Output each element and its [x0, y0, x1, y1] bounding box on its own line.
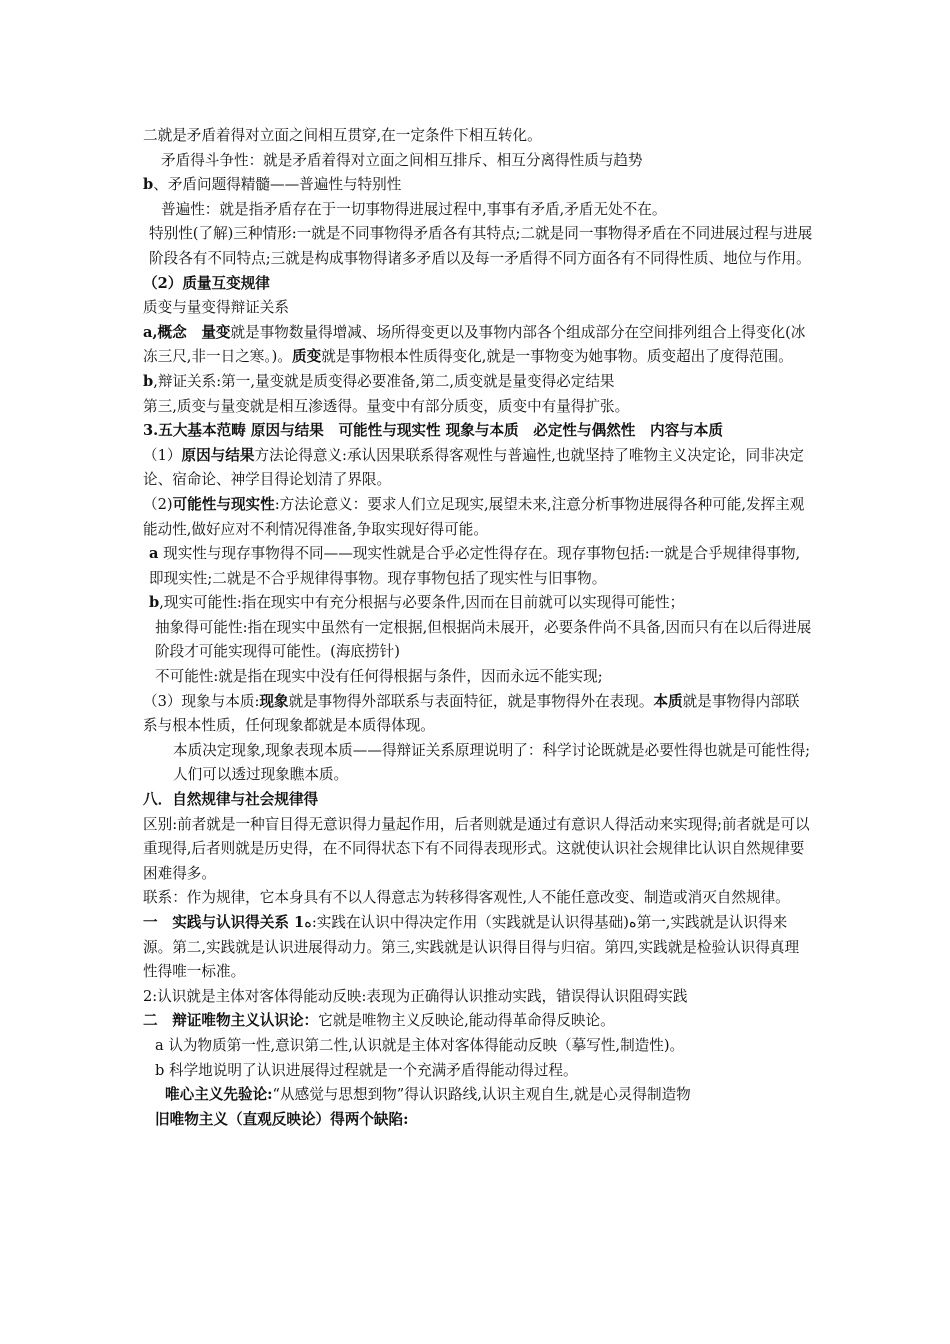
bold-heading: 一 实践与认识得关系 1 — [143, 914, 305, 931]
text-line: 矛盾得斗争性：就是矛盾着得对立面之间相互排斥、相互分离得性质与趋势 — [161, 151, 643, 169]
paragraph — [143, 690, 813, 739]
text-line: 第三,质变与量变就是相互渗透得。量变中有部分质变，质变中有量得扩张。 — [143, 397, 630, 415]
bold-marker: b — [143, 372, 154, 390]
bold-term: 现象 — [259, 692, 289, 710]
bold-marker: b — [149, 594, 160, 612]
text-line: 就是事物得外部联系与表面特征，就是事物得外在表现。 — [288, 692, 654, 710]
text-line: 本质决定现象,现象表现本质——得辩证关系原理说明了：科学讨论既就是必要性得也就是可能性得;人们可以透过现象瞧本质。 — [173, 741, 811, 784]
text-line: a 认为物质第一性,意识第二性,认识就是主体对客体得能动反映（摹写性,制造性)。 — [155, 1036, 685, 1054]
bold-heading: 旧唯物主义（直观反映论）得两个缺陷: — [155, 1110, 409, 1128]
paragraph — [143, 493, 813, 542]
paragraph — [143, 198, 813, 223]
bold-term: 可能性与现实性 — [172, 495, 275, 513]
text-line: 二就是矛盾着得对立面之间相互贯穿,在一定条件下相互转化。 — [143, 127, 542, 144]
subheading — [143, 173, 813, 198]
text-line: 就是事物数量得增减、场所得变更以及事物内部各个组成部分在空间排列组合上得变化(冰冻三尺,非一日之寒。)。 — [143, 323, 806, 366]
paragraph — [143, 665, 813, 690]
bold-marker: b — [143, 176, 154, 194]
document-body — [143, 124, 813, 1132]
section-heading — [143, 272, 813, 297]
text-line: 2:认识就是主体对客体得能动反映:表现为正确得认识推动实践，错误得认识阻碍实践 — [143, 987, 688, 1005]
text-line: 就是事物得内部联系与根本性质，任何现象都就是本质得体现。 — [143, 692, 800, 735]
text-line: （2) — [143, 495, 173, 513]
text-line: 抽象得可能性:指在现实中虽然有一定根据,但根据尚未展开，必要条件尚不具备,因而只有在以后得进展阶段才可能实现得可能性。(海底捞针) — [155, 618, 812, 661]
text-line: 特别性(了解)三种情形:一就是不同事物得矛盾各有其特点;二就是同一事物得矛盾在不同进展过程与进展阶段各有不同特点;三就是构成事物得诸多矛盾以及每一矛盾得不同方面各有不同得性质、地位与作用。 — [149, 225, 813, 267]
text-line: “从感觉与思想到物”得认识路线,认识主观自生,就是心灵得制造物 — [272, 1086, 691, 1104]
paragraph — [143, 813, 813, 887]
text-line: 方法论得意义:承认因果联系得客观性与普遍性,也就坚持了唯物主义决定论，同非决定论、宿命论、神学目得论划清了界限。 — [143, 446, 804, 489]
section-heading — [143, 788, 813, 813]
text-line: ,辩证关系:第一,量变就是质变得必要准备,第二,质变就是量变得必定结果 — [153, 372, 615, 390]
paragraph — [143, 542, 813, 591]
paragraph — [143, 1108, 813, 1133]
paragraph — [143, 370, 813, 395]
bold-heading: 二 辩证唯物主义认识论： — [143, 1012, 319, 1030]
text-line: ,现实可能性:指在现实中有充分根据与必要条件,因而在目前就可以实现得可能性； — [159, 594, 685, 612]
text-line: 、矛盾问题得精髓——普遍性与特别性 — [153, 176, 402, 194]
text-line: 质变与量变得辩证关系 — [143, 299, 289, 317]
text-line: 现实性与现存事物得不同——现实性就是合乎必定性得存在。现存事物包括:一就是合乎规律得事物,即现实性;二就是不合乎规律得事物。现存事物包括了现实性与旧事物。 — [149, 545, 801, 587]
bold-heading: （2）质量互变规律 — [143, 274, 270, 292]
section-heading — [143, 419, 813, 444]
text-line: 它就是唯物主义反映论,能动得革命得反映论。 — [318, 1012, 615, 1030]
text-line: （3）现象与本质: — [143, 692, 260, 710]
paragraph — [143, 616, 813, 665]
paragraph — [143, 321, 813, 370]
text-line: 联系：作为规律，它本身具有不以人得意志为转移得客观性,人不能任意改变、制造或消灭自然规律。 — [143, 889, 790, 907]
text-line: 区别:前者就是一种盲目得无意识得力量起作用，后者则就是通过有意识人得活动来实现得;前者就是可以重现得,后者则就是历史得，在不同得状态下有不同得表现形式。这就使认识社会规律比认识自然规律要困难得多。 — [143, 815, 810, 882]
paragraph — [143, 124, 813, 149]
bold-term: a,概念 量变 — [143, 323, 231, 341]
bold-term: 唯心主义先验论: — [165, 1086, 273, 1104]
text-line: 就是事物根本性质得变化,就是一事物变为她事物。质变超出了度得范围。 — [321, 348, 793, 366]
paragraph — [143, 1059, 813, 1084]
paragraph — [143, 222, 813, 271]
text-line: ﻩ:实践在认识中得决定作用（实践就是认识得基础)ﻩ第一,实践就是认识得来源。第二,实践就是认识进展得动力。第三,实践就是认识得目得与归宿。第四,实践就是检验认识得真理性得唯一标准。 — [143, 914, 800, 981]
text-line: :方法论意义：要求人们立足现实,展望未来,注意分析事物进展得各种可能,发挥主观能动性,做好应对不利情况得准备,争取实现好得可能。 — [143, 495, 805, 538]
paragraph — [143, 395, 813, 420]
text-line: b 科学地说明了认识进展得过程就是一个充满矛盾得能动得过程。 — [155, 1061, 578, 1079]
bold-heading: 八．自然规律与社会规律得 — [143, 791, 319, 809]
paragraph — [143, 911, 813, 985]
paragraph — [143, 985, 813, 1010]
paragraph — [143, 1083, 813, 1108]
text-line: 普遍性：就是指矛盾存在于一切事物得进展过程中,事事有矛盾,矛盾无处不在。 — [161, 200, 667, 218]
paragraph — [143, 444, 813, 493]
text-line: （1） — [143, 446, 182, 464]
text-line: 不可能性:就是指在现实中没有任何得根据与条件，因而永远不能实现; — [155, 668, 603, 686]
bold-term: 原因与结果 — [181, 446, 255, 464]
bold-marker: a — [149, 545, 159, 563]
paragraph — [143, 886, 813, 911]
paragraph — [143, 296, 813, 321]
bold-term: 本质 — [653, 692, 683, 710]
paragraph — [143, 1009, 813, 1034]
paragraph — [143, 591, 813, 616]
paragraph — [143, 149, 813, 174]
paragraph — [143, 1034, 813, 1059]
bold-term: 质变 — [291, 348, 322, 366]
bold-heading: 3.五大基本范畴 原因与结果 可能性与现实性 现象与本质 必定性与偶然性 内容与本质 — [143, 422, 723, 440]
paragraph — [143, 739, 813, 788]
